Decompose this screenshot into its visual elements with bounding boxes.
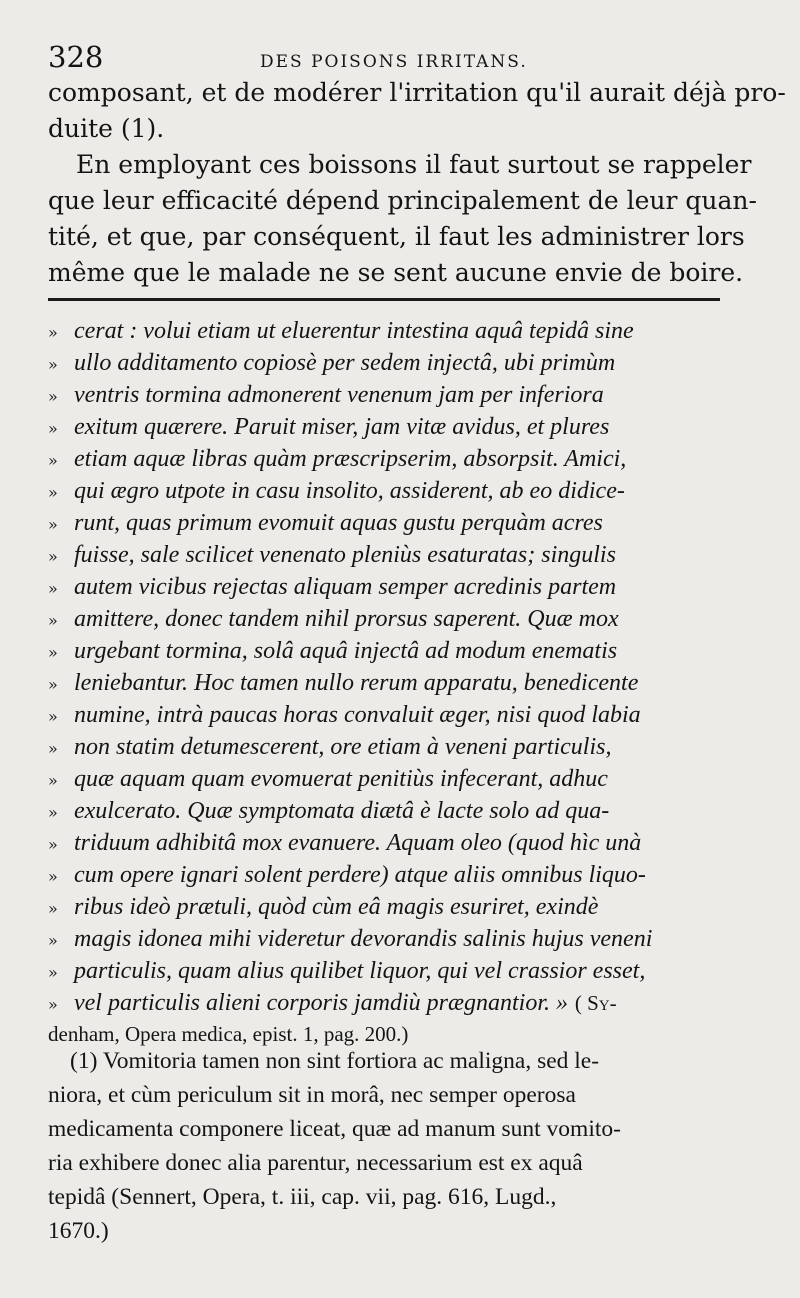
body-line: que leur efficacité dépend principalement de leur quan- (48, 186, 757, 215)
quote-line: » etiam aquæ libras quàm præscripserim, absorpsit. Amici, (48, 446, 627, 472)
footnote-line: 1670.) (48, 1218, 109, 1244)
quote-line: » ullo additamento copiosè per sedem injectâ, ubi primùm (48, 350, 616, 376)
footnote-line: niora, et cùm periculum sit in morâ, nec semper operosa (48, 1082, 576, 1108)
quote-line: » numine, intrà paucas horas convaluit æger, nisi quod labia (48, 702, 641, 728)
body-line: En employant ces boissons il faut surtout se rappeler (76, 150, 752, 179)
section-rule (48, 298, 720, 301)
quote-line: » autem vicibus rejectas aliquam semper acredinis partem (48, 574, 617, 600)
footnote-line: tepidâ (Sennert, Opera, t. iii, cap. vii, pag. 616, Lugd., (48, 1184, 557, 1210)
running-head (48, 38, 728, 78)
body-line: composant, et de modérer l'irritation qu'il aurait déjà pro- (48, 78, 786, 107)
citation-author: ( Sy- (574, 991, 617, 1015)
body-line: tité, et que, par conséquent, il faut les administrer lors (48, 222, 745, 251)
quote-line: » cerat : volui etiam ut eluerentur intestina aquâ tepidâ sine (48, 318, 634, 344)
body-line: même que le malade ne se sent aucune envie de boire. (48, 258, 744, 287)
quote-line: » particulis, quam alius quilibet liquor, qui vel crassior esset, (48, 958, 646, 984)
quote-line: » urgebant tormina, solâ aquâ injectâ ad modum enematis (48, 638, 618, 664)
footnote-line: ria exhibere donec alia parentur, necessarium est ex aquâ (48, 1150, 583, 1176)
page-number: 328 (48, 40, 104, 74)
quote-citation: denham, Opera medica, epist. 1, pag. 200.) (48, 1022, 409, 1046)
quote-line: » ribus ideò prætuli, quòd cùm eâ magis esuriret, exindè (48, 894, 599, 920)
quote-line: » exulcerato. Quæ symptomata diætâ è lacte solo ad qua- (48, 798, 610, 824)
quote-line: » fuisse, sale scilicet venenato pleniùs esaturatas; singulis (48, 542, 616, 568)
body-line: duite (1). (48, 114, 165, 143)
quote-line: » leniebantur. Hoc tamen nullo rerum apparatu, benedicente (48, 670, 639, 696)
quote-line: » magis idonea mihi videretur devorandis salinis hujus veneni (48, 926, 653, 952)
footnote-line: medicamenta componere liceat, quæ ad manum sunt vomito- (48, 1116, 621, 1142)
quote-line: » runt, quas primum evomuit aquas gustu perquàm acres (48, 510, 603, 536)
quote-line: » amittere, donec tandem nihil prorsus saperent. Quæ mox (48, 606, 619, 632)
quote-line: » vel particulis alieni corporis jamdiù prægnantior. » ( Sy- (48, 990, 617, 1016)
quote-line: » quæ aquam quam evomuerat penitiùs infecerant, adhuc (48, 766, 608, 792)
quote-line: » non statim detumescerent, ore etiam à veneni particulis, (48, 734, 612, 760)
quote-line: » cum opere ignari solent perdere) atque aliis omnibus liquo- (48, 862, 646, 888)
quote-line: » triduum adhibitâ mox evanuere. Aquam oleo (quod hìc unà (48, 830, 642, 856)
quote-line: » exitum quærere. Paruit miser, jam vitæ avidus, et plures (48, 414, 610, 440)
quote-line: » ventris tormina admonerent venenum jam per inferiora (48, 382, 604, 408)
footnote-line: (1) Vomitoria tamen non sint fortiora ac maligna, sed le- (70, 1048, 600, 1074)
quote-line: » qui ægro utpote in casu insolito, assiderent, ab eo didice- (48, 478, 625, 504)
running-title: DES POISONS IRRITANS. (260, 52, 528, 72)
